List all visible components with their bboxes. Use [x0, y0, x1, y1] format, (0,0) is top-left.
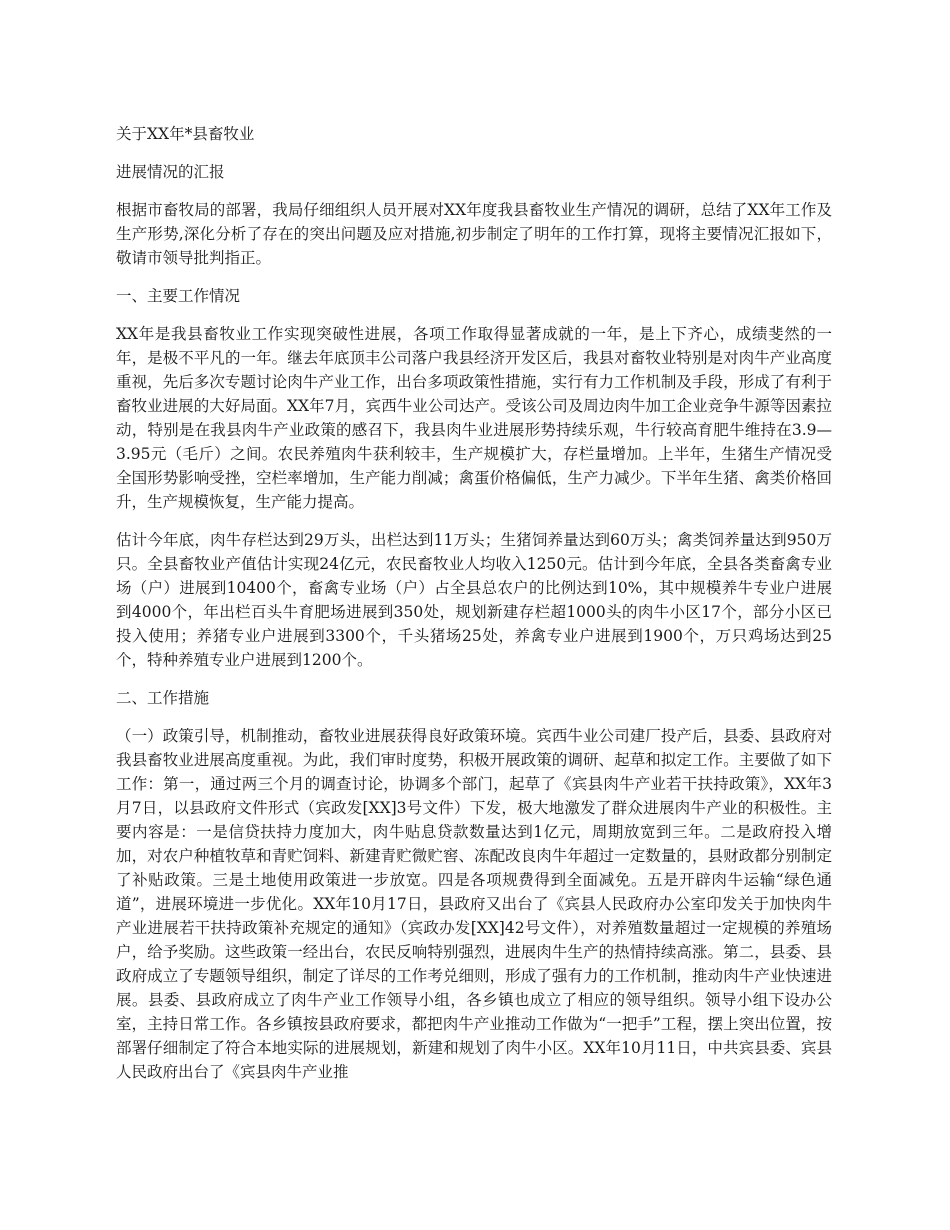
section1-heading: 一、主要工作情况: [116, 287, 241, 305]
document-title-line1: 关于XX年*县畜牧业: [116, 125, 255, 143]
document-title-line2: 进展情况的汇报: [116, 163, 225, 181]
section1-paragraph-2: 估计今年底，肉牛存栏达到29万头，出栏达到11万头；生猪饲养量达到60万头；禽类饲养量达到950万只。全县畜牧业产值估计实现24亿元，农民畜牧业人均收入1250元。估计到今年底，全县各类畜禽专业场（户）进展到10400个，畜禽专业场（户）占全县总农户的比例达到10%，其中规模养牛专业户进展到4000个，年出栏百头牛育肥场进展到350处，规划新建存栏超1000头的肉牛小区17个，部分小区已投入使用；养猪专业户进展到3300个，千头猪场25处，养禽专业户进展到1900个，万只鸡场达到25个，特种养殖专业户进展到1200个。: [116, 531, 832, 669]
document-page: [116, 122, 832, 1098]
section1-paragraph-1: XX年是我县畜牧业工作实现突破性进展，各项工作取得显著成就的一年，是上下齐心，成绩斐然的一年，是极不平凡的一年。继去年底顶丰公司落户我县经济开发区后，我县对畜牧业特别是对肉牛产业高度重视，先后多次专题讨论肉牛产业工作，出台多项政策性措施，实行有力工作机制及手段，形成了有利于畜牧业进展的大好局面。XX年7月，宾西牛业公司达产。受该公司及周边肉牛加工企业竞争牛源等因素拉动，特别是在我县肉牛产业政策的感召下，我县肉牛业进展形势持续乐观，牛行较高育肥牛维持在3.9—3.95元（毛斤）之间。农民养殖肉牛获利较丰，生产规模扩大，存栏量增加。上半年，生猪生产情况受全国形势影响受挫，空栏率增加，生产能力削减；禽蛋价格偏低，生产力减少。下半年生猪、禽类价格回升，生产规模恢复，生产能力提高。: [116, 325, 832, 511]
section2-paragraph-1: （一）政策引导，机制推动，畜牧业进展获得良好政策环境。宾西牛业公司建厂投产后，县委、县政府对我县畜牧业进展高度重视。为此，我们审时度势，积极开展政策的调研、起草和拟定工作。主要做了如下工作：第一，通过两三个月的调查讨论，协调多个部门，起草了《宾县肉牛产业若干扶持政策》，XX年3月7日，以县政府文件形式（宾政发[XX]3号文件）下发，极大地激发了群众进展肉牛产业的积极性。主要内容是：一是信贷扶持力度加大，肉牛贴息贷款数量达到1亿元，周期放宽到三年。二是政府投入增加，对农户种植牧草和青贮饲料、新建青贮微贮窖、冻配改良肉牛年超过一定数量的，县财政都分别制定了补贴政策。三是土地使用政策进一步放宽。四是各项规费得到全面减免。五是开辟肉牛运输“绿色通道”，进展环境进一步优化。XX年10月17日，县政府又出台了《宾县人民政府办公室印发关于加快肉牛产业进展若干扶持政策补充规定的通知》（宾政办发[XX]42号文件），对养殖数量超过一定规模的养殖场户，给予奖励。这些政策一经出台，农民反响特别强烈，进展肉牛生产的热情持续高涨。第二，县委、县政府成立了专题领导组织，制定了详尽的工作考兑细则，形成了强有力的工作机制，推动肉牛产业快速进展。县委、县政府成立了肉牛产业工作领导小组，各乡镇也成立了相应的领导组织。领导小组下设办公室，主持日常工作。各乡镇按县政府要求，都把肉牛产业推动工作做为“一把手”工程，摆上突出位置，按部署仔细制定了符合本地实际的进展规划，新建和规划了肉牛小区。XX年10月11日，中共宾县委、宾县人民政府出台了《宾县肉牛产业推: [116, 727, 832, 1081]
intro-paragraph: 根据市畜牧局的部署，我局仔细组织人员开展对XX年度我县畜牧业生产情况的调研，总结了XX年工作及生产形势,深化分析了存在的突出问题及应对措施,初步制定了明年的工作打算，现将主要情况汇报如下，敬请市领导批判指正。: [116, 201, 832, 267]
section2-heading: 二、工作措施: [116, 689, 210, 707]
